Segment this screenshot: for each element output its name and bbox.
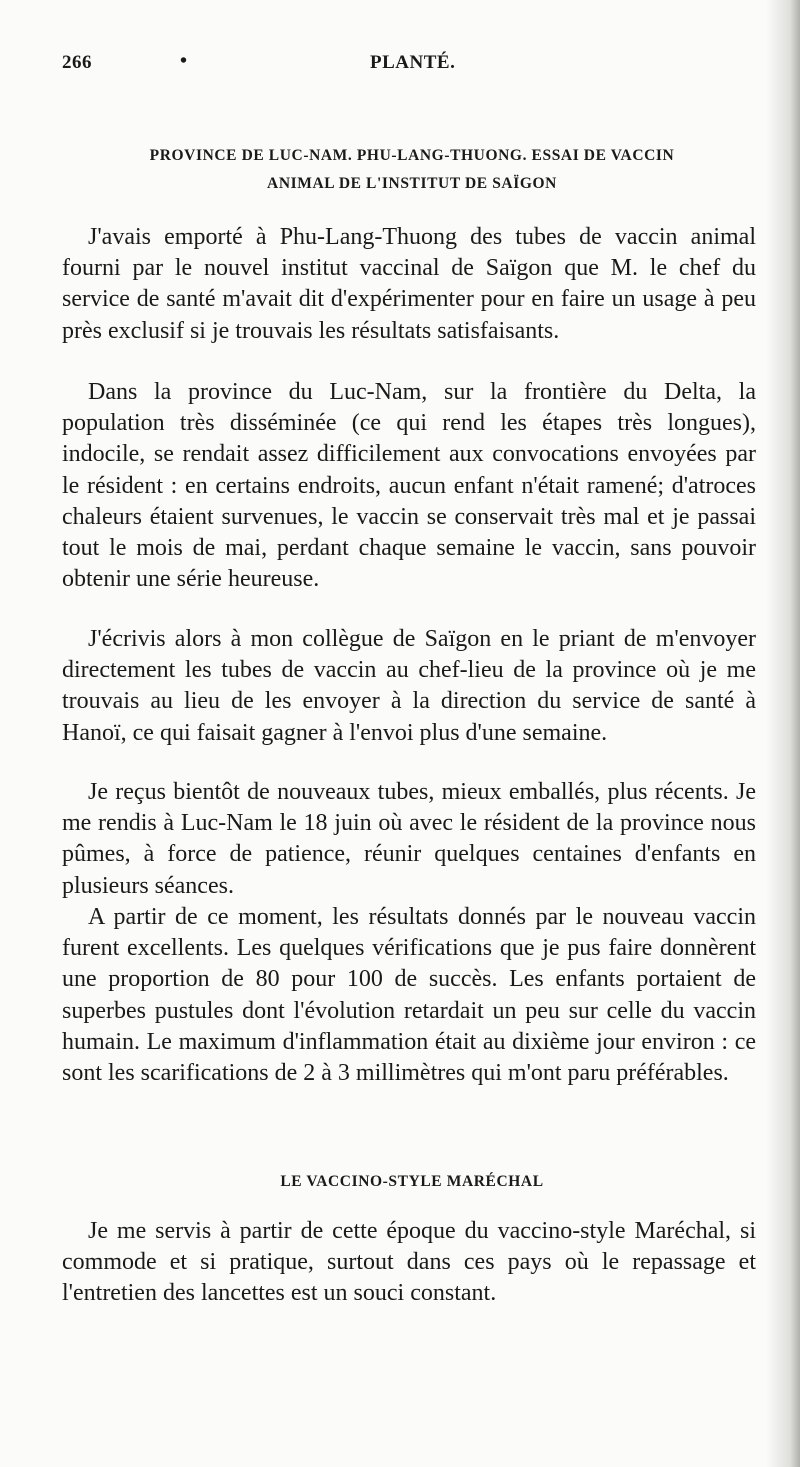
page-number: 266 xyxy=(62,52,92,73)
running-head-bullet: • xyxy=(180,50,188,72)
section-heading-line-1: PROVINCE DE LUC-NAM. PHU-LANG-THUONG. ESSAI DE VACCIN xyxy=(149,147,675,164)
section-heading-province xyxy=(62,142,762,198)
paragraph-5: A partir de ce moment, les résultats donnés par le nouveau vaccin furent excellents. Les quelques vérifications que je pus faire donnèrent une proportion de 80 pour 100 de succès. Les enfants portaient de superbes pustules dont l'évolution retardait un peu sur celle du vaccin humain. Le maximum d'inflammation était au dixième jour environ : ce sont les scarifications de 2 à 3 millimètres qui m'ont paru préférables. xyxy=(62,904,756,1087)
running-head-author: PLANTÉ. xyxy=(370,52,456,73)
running-head xyxy=(62,52,762,82)
paragraph-1: J'avais emporté à Phu-Lang-Thuong des tubes de vaccin animal fourni par le nouvel institut vaccinal de Saïgon que M. le chef du service de santé m'avait dit d'expérimenter pour en faire un usage à peu près exclusif si je trouvais les résultats satisfaisants. xyxy=(62,224,756,344)
paragraph-6: Je me servis à partir de cette époque du vaccino-style Maréchal, si commode et si pratique, surtout dans ces pays où le repassage et l'entretien des lancettes est un souci constant. xyxy=(62,1218,756,1307)
paragraph-4: Je reçus bientôt de nouveaux tubes, mieux emballés, plus récents. Je me rendis à Luc-Nam le 18 juin où avec le résident de la province nous pûmes, à force de patience, réunir quelques centaines d'enfants en plusieurs séances. xyxy=(62,779,756,899)
paragraph-3: J'écrivis alors à mon collègue de Saïgon en le priant de m'envoyer directement les tubes de vaccin au chef-lieu de la province où je me trouvais au lieu de les envoyer à la direction du service de santé à Hanoï, ce qui faisait gagner à l'envoi plus d'une semaine. xyxy=(62,626,756,746)
page-edge-shadow xyxy=(766,0,800,1467)
section-heading-vaccino-style: LE VACCINO-STYLE MARÉCHAL xyxy=(280,1173,544,1190)
paragraph-2: Dans la province du Luc-Nam, sur la frontière du Delta, la population très disséminée (ce qui rend les étapes très longues), indocile, se rendait assez difficilement aux convocations envoyées par le résident : en certains endroits, aucun enfant n'était ramené; d'atroces chaleurs étaient survenues, le vaccin se conservait très mal et je passai tout le mois de mai, perdant chaque semaine le vaccin, sans pouvoir obtenir une série heureuse. xyxy=(62,379,756,593)
section-heading-line-2: ANIMAL DE L'INSTITUT DE SAÏGON xyxy=(267,175,557,192)
